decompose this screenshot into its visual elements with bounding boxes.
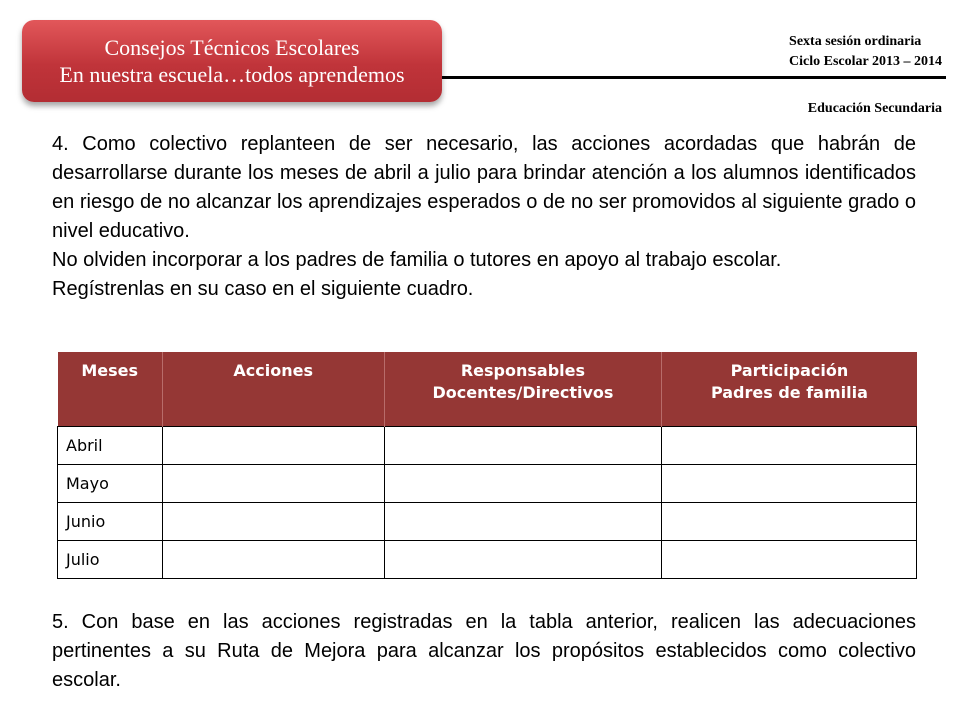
month-cell: Mayo (58, 465, 163, 503)
responsables-cell[interactable] (384, 541, 662, 579)
header-rule (442, 76, 946, 79)
section-4 (52, 130, 916, 304)
header-participacion: Participación Padres de familia (662, 352, 917, 427)
section-5-text: 5. Con base en las acciones registradas en la tabla anterior, realicen las adecuaciones pertinentes a su Ruta de Mejora para alcanzar los propósitos establecidos como colectivo escolar. (52, 611, 916, 691)
section-5 (52, 608, 916, 695)
month-cell: Junio (58, 503, 163, 541)
session-info (789, 32, 942, 72)
level-label: Educación Secundaria (807, 101, 942, 116)
month-cell: Abril (58, 427, 163, 465)
banner-title: Consejos Técnicos Escolares (104, 35, 360, 60)
cycle-label: Ciclo Escolar 2013 – 2014 (789, 54, 942, 69)
section-4-note: No olviden incorporar a los padres de familia o tutores en apoyo al trabajo escolar. (52, 249, 782, 271)
table-row (58, 427, 917, 465)
participacion-cell[interactable] (662, 541, 917, 579)
actions-cell[interactable] (162, 541, 384, 579)
table-row (58, 503, 917, 541)
section-4-text: 4. Como colectivo replanteen de ser necesario, las acciones acordadas que habrán de desarrollarse durante los meses de abril a julio para brindar atención a los alumnos identificados en riesgo de no alcanzar los aprendizajes esperados o de no ser promovidos al siguiente grado o nivel educativo. (52, 133, 916, 242)
table-header-row (58, 352, 917, 427)
header-acciones: Acciones (162, 352, 384, 427)
month-cell: Julio (58, 541, 163, 579)
actions-table (57, 352, 917, 579)
header-responsables: Responsables Docentes/Directivos (384, 352, 662, 427)
banner-subtitle: En nuestra escuela…todos aprendemos (59, 62, 405, 87)
session-label: Sexta sesión ordinaria (789, 34, 922, 49)
actions-cell[interactable] (162, 503, 384, 541)
actions-cell[interactable] (162, 465, 384, 503)
participacion-cell[interactable] (662, 427, 917, 465)
participacion-cell[interactable] (662, 503, 917, 541)
actions-cell[interactable] (162, 427, 384, 465)
banner (22, 20, 442, 102)
section-4-instruction: Regístrenlas en su caso en el siguiente cuadro. (52, 278, 474, 300)
responsables-cell[interactable] (384, 465, 662, 503)
participacion-cell[interactable] (662, 465, 917, 503)
table-row (58, 541, 917, 579)
responsables-cell[interactable] (384, 427, 662, 465)
header-meses: Meses (58, 352, 163, 427)
responsables-cell[interactable] (384, 503, 662, 541)
table-row (58, 465, 917, 503)
